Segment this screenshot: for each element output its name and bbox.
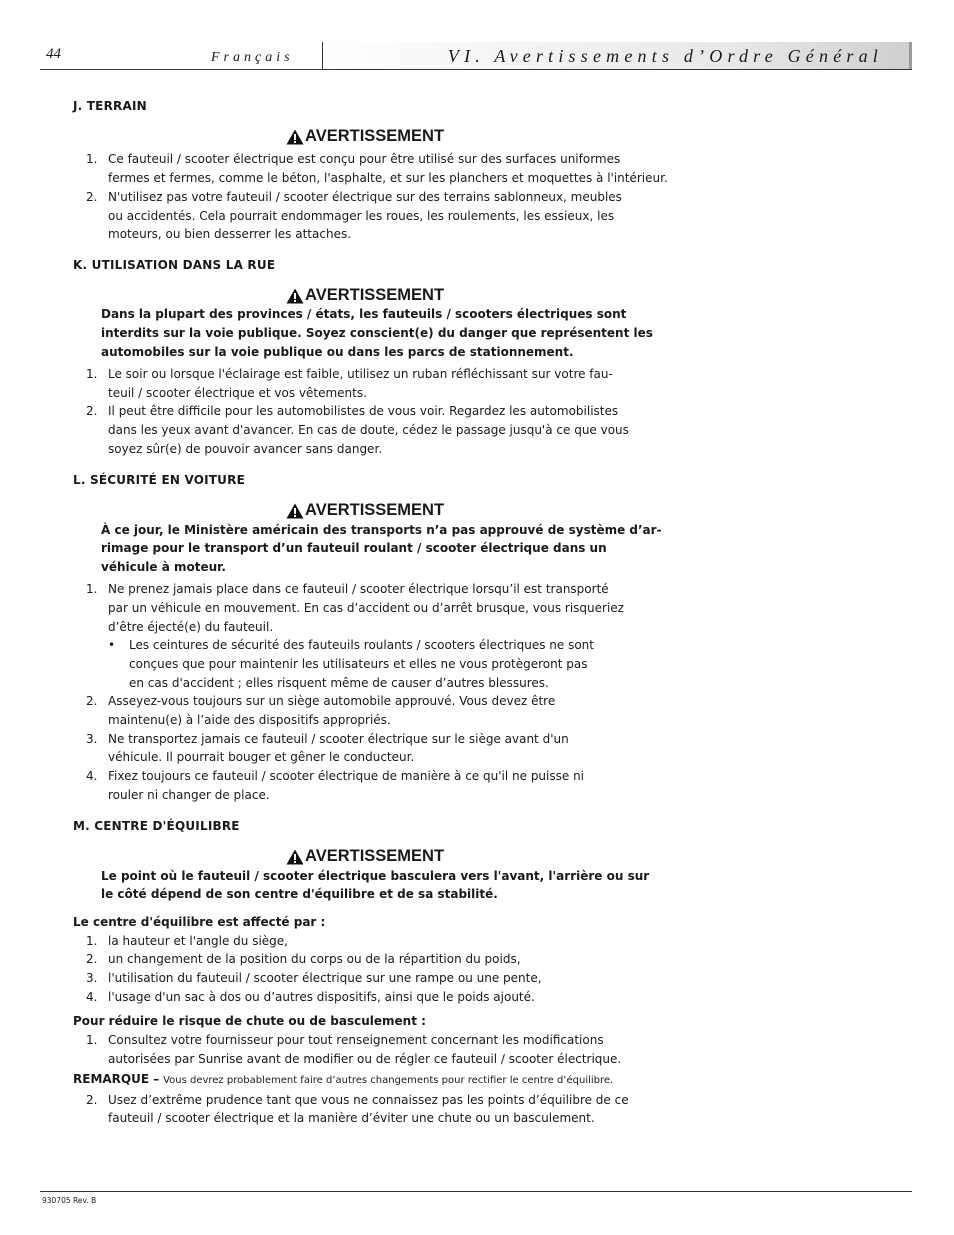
list-number: 2.	[86, 952, 98, 966]
chapter-banner	[323, 42, 912, 69]
remark	[73, 1072, 613, 1086]
list-item-line: la hauteur et l'angle du siège,	[108, 934, 288, 948]
warning-heading	[286, 286, 444, 305]
list-item-line: l'usage d'un sac à dos ou d’autres dispositifs, ainsi que le poids ajouté.	[108, 990, 535, 1004]
warning-label: AVERTISSEMENT	[305, 501, 445, 519]
list-item-line: rouler ni changer de place.	[108, 788, 270, 802]
list-number: 1.	[86, 582, 98, 596]
list-item-line: dans les yeux avant d'avancer. En cas de doute, cédez le passage jusqu'à ce que vous	[108, 423, 629, 437]
list-number: 4.	[86, 769, 98, 783]
list-item-line: l'utilisation du fauteuil / scooter électrique sur une rampe ou une pente,	[108, 971, 542, 985]
warning-label: AVERTISSEMENT	[305, 127, 445, 145]
subheading-reduce-risk: Pour réduire le risque de chute ou de basculement :	[73, 1014, 426, 1028]
warning-text-line: interdits sur la voie publique. Soyez conscient(e) du danger que représentent les	[101, 326, 653, 340]
list-number: 1.	[86, 152, 98, 166]
list-item-line: par un véhicule en mouvement. En cas d’accident ou d’arrêt brusque, vous risqueriez	[108, 601, 624, 615]
list-item-line: Fixez toujours ce fauteuil / scooter électrique de manière à ce qu'il ne puisse ni	[108, 769, 585, 783]
warning-triangle-icon	[286, 129, 304, 145]
list-item-line: maintenu(e) à l’aide des dispositifs appropriés.	[108, 713, 391, 727]
list-number: 2.	[86, 1093, 98, 1107]
section-title-center-of-balance: M. CENTRE D'ÉQUILIBRE	[73, 819, 240, 833]
list-number: 3.	[86, 971, 98, 985]
warning-text-line: Dans la plupart des provinces / états, les fauteuils / scooters électriques sont	[101, 307, 627, 321]
list-number: 1.	[86, 934, 98, 948]
list-item-line: d’être éjecté(e) du fauteuil.	[108, 620, 274, 634]
list-item-line: véhicule. Il pourrait bouger et gêner le conducteur.	[108, 750, 415, 764]
warning-triangle-icon	[286, 503, 304, 519]
footer-rule	[40, 1191, 912, 1192]
warning-label: AVERTISSEMENT	[305, 286, 445, 304]
warning-triangle-icon	[286, 288, 304, 304]
list-item-line: autorisées par Sunrise avant de modifier ou de régler ce fauteuil / scooter électrique.	[108, 1052, 622, 1066]
remark-label: REMARQUE –	[73, 1072, 160, 1086]
bullet: •	[108, 638, 116, 652]
list-number: 2.	[86, 404, 98, 418]
warning-text-line: véhicule à moteur.	[101, 560, 226, 574]
warning-heading	[286, 847, 444, 866]
list-item-line: teuil / scooter électrique et vos vêtements.	[108, 386, 367, 400]
list-item-line: fauteuil / scooter électrique et la manière d’éviter une chute ou un basculement.	[108, 1111, 595, 1125]
list-item-line: un changement de la position du corps ou de la répartition du poids,	[108, 952, 521, 966]
list-item-line: Les ceintures de sécurité des fauteuils roulants / scooters électriques ne sont	[129, 638, 594, 652]
list-number: 1.	[86, 367, 98, 381]
document-reference: 930705 Rev. B	[42, 1196, 97, 1205]
chapter-title: VI. Avertissements d’Ordre Général	[447, 46, 883, 66]
subheading-affected-by: Le centre d'équilibre est affecté par :	[73, 915, 326, 929]
remark-text: Vous devrez probablement faire d’autres changements pour rectifier le centre d’équilibre.	[163, 1075, 614, 1086]
warning-text-line: rimage pour le transport d’un fauteuil roulant / scooter électrique dans un	[101, 541, 607, 555]
header-rule	[40, 69, 912, 70]
list-item-line: Il peut être difficile pour les automobilistes de vous voir. Regardez les automobilistes	[108, 404, 619, 418]
list-item-line: moteurs, ou bien desserrer les attaches.	[108, 227, 352, 241]
list-item-line: Ce fauteuil / scooter électrique est conçu pour être utilisé sur des surfaces uniformes	[108, 152, 621, 166]
list-item-line: N'utilisez pas votre fauteuil / scooter électrique sur des terrains sablonneux, meubles	[108, 190, 622, 204]
list-item-line: Usez d’extrême prudence tant que vous ne connaissez pas les points d’équilibre de ce	[108, 1093, 629, 1107]
list-number: 2.	[86, 190, 98, 204]
warning-text-line: automobiles sur la voie publique ou dans les parcs de stationnement.	[101, 345, 574, 359]
list-number: 1.	[86, 1033, 98, 1047]
list-item-line: Ne transportez jamais ce fauteuil / scooter électrique sur le siège avant d'un	[108, 732, 569, 746]
warning-label: AVERTISSEMENT	[305, 847, 445, 865]
list-item-line: Consultez votre fournisseur pour tout renseignement concernant les modifications	[108, 1033, 604, 1047]
warning-triangle-icon	[286, 849, 304, 865]
list-item-line: fermes et fermes, comme le béton, l'asphalte, et sur les planchers et moquettes à l'intérieur.	[108, 171, 668, 185]
list-item-line: ou accidentés. Cela pourrait endommager les roues, les roulements, les essieux, les	[108, 209, 615, 223]
language-label: Français	[211, 50, 294, 65]
warning-heading	[286, 127, 444, 146]
warning-text-line: le côté dépend de son centre d'équilibre et de sa stabilité.	[101, 887, 498, 901]
section-title-terrain: J. TERRAIN	[73, 99, 147, 113]
list-item-line: soyez sûr(e) de pouvoir avancer sans danger.	[108, 442, 383, 456]
warning-text-line: Le point où le fauteuil / scooter électrique basculera vers l'avant, l'arrière ou sur	[101, 869, 650, 883]
list-item-line: Asseyez-vous toujours sur un siège automobile approuvé. Vous devez être	[108, 694, 556, 708]
list-number: 3.	[86, 732, 98, 746]
list-item-line: en cas d'accident ; elles risquent même de causer d’autres blessures.	[129, 676, 549, 690]
list-item-line: Ne prenez jamais place dans ce fauteuil / scooter électrique lorsqu’il est transporté	[108, 582, 609, 596]
list-number: 2.	[86, 694, 98, 708]
list-number: 4.	[86, 990, 98, 1004]
list-item-line: Le soir ou lorsque l'éclairage est faible, utilisez un ruban réfléchissant sur votre fau-	[108, 367, 613, 381]
section-title-street-use: K. UTILISATION DANS LA RUE	[73, 258, 276, 272]
page-number: 44	[46, 46, 61, 62]
list-item-line: conçues que pour maintenir les utilisateurs et elles ne vous protègeront pas	[129, 657, 588, 671]
warning-heading	[286, 501, 444, 520]
warning-text-line: À ce jour, le Ministère américain des transports n’a pas approuvé de système d’ar-	[101, 523, 662, 537]
section-title-car-safety: L. SÉCURITÉ EN VOITURE	[73, 473, 245, 487]
